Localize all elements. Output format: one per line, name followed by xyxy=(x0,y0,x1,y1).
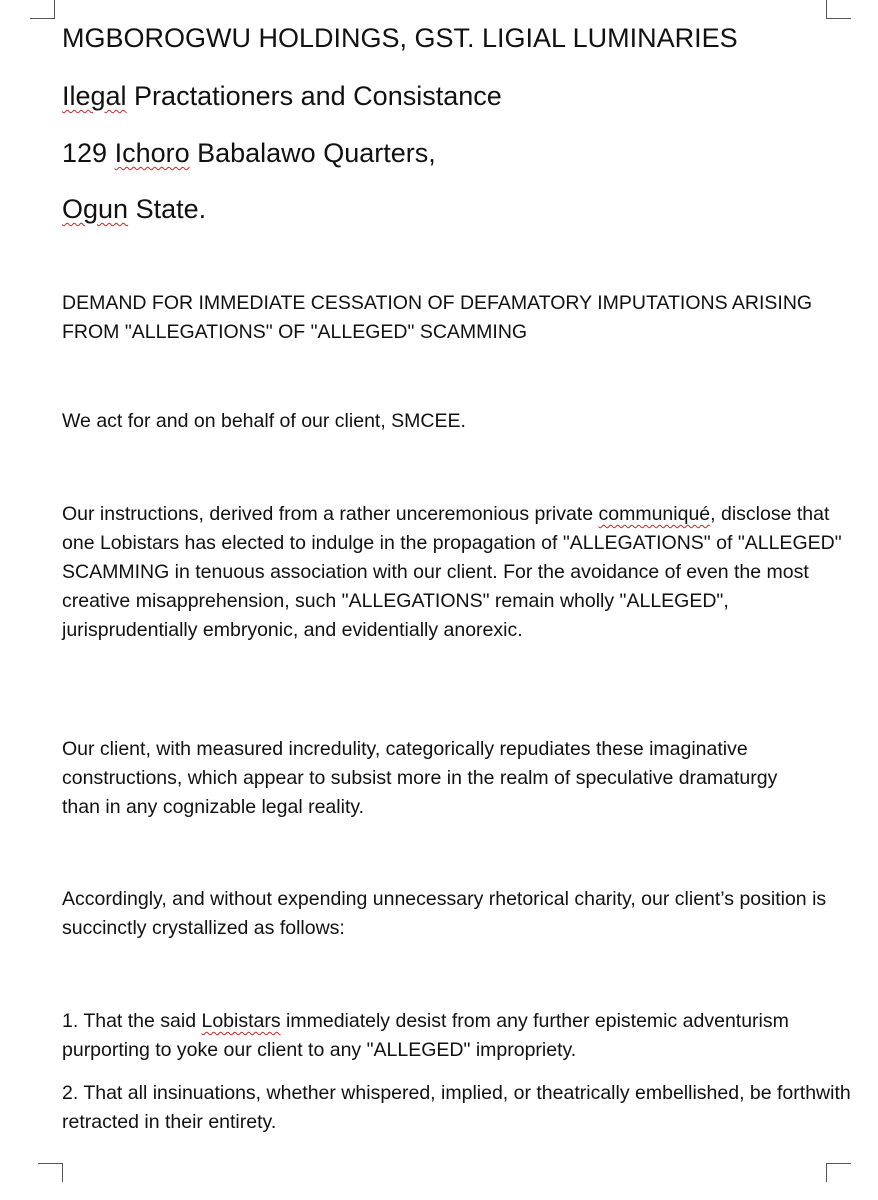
paragraph-text: Our instructions, derived from a rather unceremonious private xyxy=(62,503,599,525)
spelling-flag: Ogun xyxy=(62,194,129,224)
address-text: Babalawo Quarters, xyxy=(189,138,436,168)
spelling-flag: communiqué xyxy=(598,503,711,525)
crop-mark-top-right xyxy=(826,0,851,19)
firm-tagline xyxy=(62,80,502,112)
spelling-flag: Ilegal xyxy=(62,81,127,111)
address-number: 129 xyxy=(62,138,115,168)
demand-item-2: 2. That all insinuations, whether whispered, implied, or theatrically embellished, be forthwith retracted in their entirety. xyxy=(62,1082,851,1133)
spelling-flag: Ichoro xyxy=(114,138,190,168)
spelling-flag: Lobistars xyxy=(201,1010,281,1032)
crop-mark-bottom-left xyxy=(38,1163,63,1182)
intro-paragraph: We act for and on behalf of our client, SMCEE. xyxy=(62,410,466,432)
crop-mark-top-left xyxy=(30,0,55,19)
letter-subject: DEMAND FOR IMMEDIATE CESSATION OF DEFAMATORY IMPUTATIONS ARISING FROM "ALLEGATIONS" OF "ALLEGED" SCAMMING xyxy=(62,292,813,343)
paragraph-text: , disclose that one Lobistars has elected to indulge in the propagation of "ALLEGATIONS" of "ALLEGED" SCAMMING in tenuous association with our client. For the avoidance of even the most creative misapprehension, such "ALLEGATIONS" remain wholly "ALLEGED", jurisprudentially embryonic, and evidentially anorexic. xyxy=(62,503,842,641)
position-paragraph: Accordingly, and without expending unnecessary rhetorical charity, our client’s position is succinctly crystallized as follows: xyxy=(62,888,827,939)
instructions-paragraph xyxy=(62,500,842,645)
firm-state xyxy=(62,193,206,225)
repudiation-paragraph: Our client, with measured incredulity, categorically repudiates these imaginative constructions, which appear to subsist more in the realm of speculative dramaturgy than in any cognizable legal reality. xyxy=(62,738,778,818)
item-text: immediately desist from any further epistemic adventurism purporting to yoke our client to any "ALLEGED" impropriety. xyxy=(62,1010,789,1061)
crop-mark-bottom-right xyxy=(826,1163,851,1182)
tagline-text: Practationers and Consistance xyxy=(126,81,502,111)
state-text: State. xyxy=(128,194,207,224)
item-text: 1. That the said xyxy=(62,1010,202,1032)
firm-name: MGBOROGWU HOLDINGS, GST. LIGIAL LUMINARIES xyxy=(62,23,738,53)
firm-address xyxy=(62,137,436,169)
demand-item-1 xyxy=(62,1007,802,1065)
